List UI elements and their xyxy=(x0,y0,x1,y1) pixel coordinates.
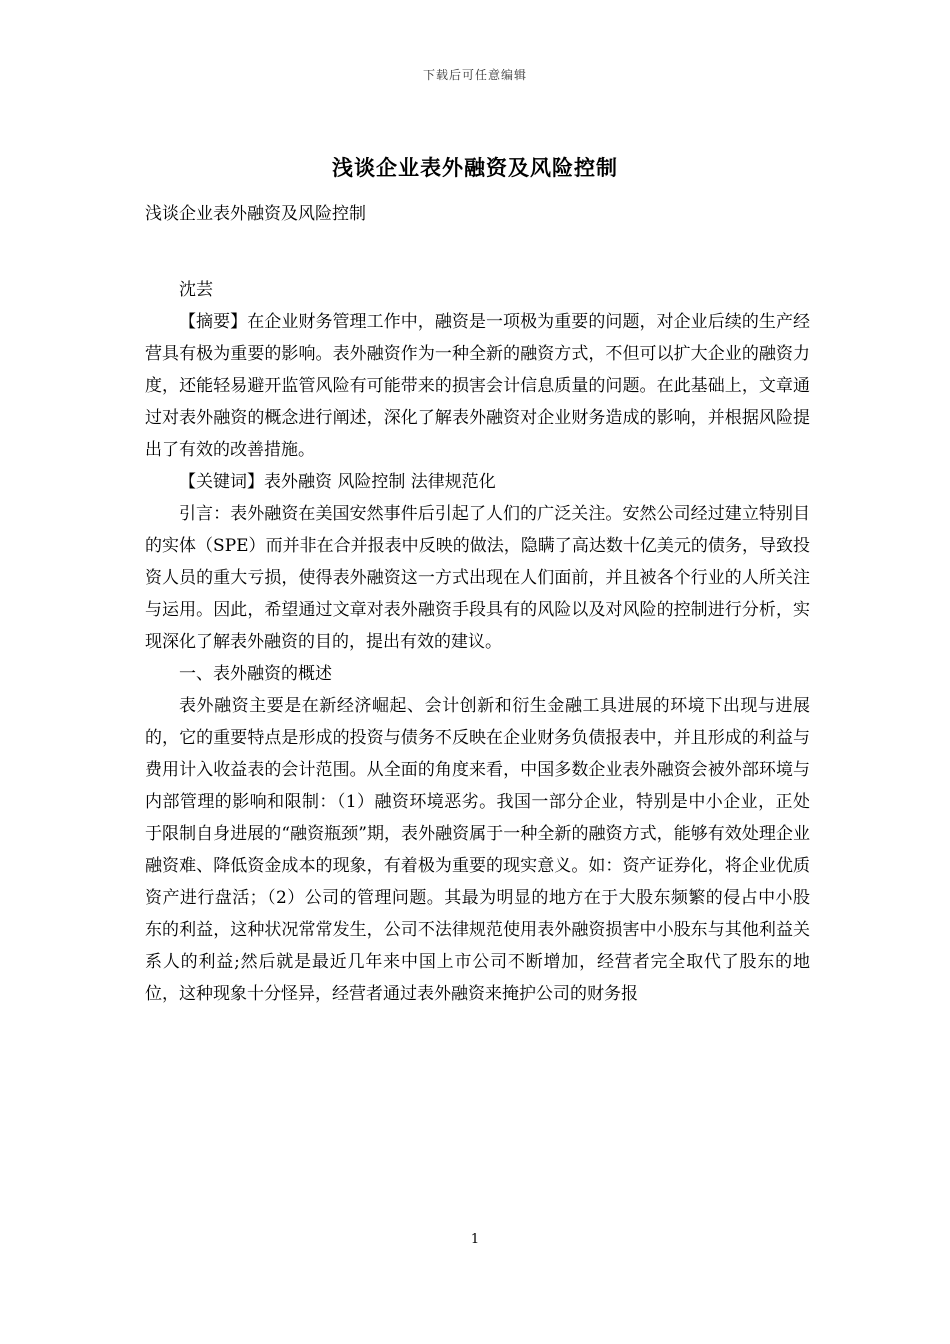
section-1-paragraph: 表外融资主要是在新经济崛起、会计创新和衍生金融工具进展的环境下出现与进展的，它的重要特点是形成的投资与债务不反映在企业财务负债报表中，并且形成的利益与费用计入收益表的会计范围。从全面的角度来看，中国多数企业表外融资会被外部环境与内部管理的影响和限制：（1）融资环境恶劣。我国一部分企业，特别是中小企业，正处于限制自身进展的“融资瓶颈”期，表外融资属于一种全新的融资方式，能够有效处理企业融资难、降低资金成本的现象，有着极为重要的现实意义。如：资产证券化，将企业优质资产进行盘活；（2）公司的管理问题。其最为明显的地方在于大股东频繁的侵占中小股东的利益，这种状况常常发生，公司不法律规范使用表外融资损害中小股东与其他利益关系人的利益;然后就是最近几年来中国上市公司不断增加，经营者完全取代了股东的地位，这种现象十分怪异，经营者通过表外融资来掩护公司的财务报 xyxy=(145,696,810,1004)
section-heading-1: 一、表外融资的概述 xyxy=(179,664,332,684)
abstract-paragraph: 【摘要】在企业财务管理工作中，融资是一项极为重要的问题，对企业后续的生产经营具有极为重要的影响。表外融资作为一种全新的融资方式，不但可以扩大企业的融资力度，还能轻易避开监管风险有可能带来的损害会计信息质量的问题。在此基础上，文章通过对表外融资的概念进行阐述，深化了解表外融资对企业财务造成的影响，并根据风险提出了有效的改善措施。 xyxy=(145,312,810,460)
document-title: 浅谈企业表外融资及风险控制 xyxy=(332,155,618,180)
page-number: 1 xyxy=(470,1232,480,1247)
introduction-paragraph: 引言：表外融资在美国安然事件后引起了人们的广泛关注。安然公司经过建立特别目的实体（SPE）而并非在合并报表中反映的做法，隐瞒了高达数十亿美元的债务，导致投资人员的重大亏损，使得表外融资这一方式出现在人们面前，并且被各个行业的人所关注与运用。因此，希望通过文章对表外融资手段具有的风险以及对风险的控制进行分析，实现深化了解表外融资的目的，提出有效的建议。 xyxy=(145,504,810,652)
document-body xyxy=(145,198,810,1010)
header-note: 下载后可任意编辑 xyxy=(422,68,527,82)
keywords-paragraph: 【关键词】表外融资 风险控制 法律规范化 xyxy=(179,472,496,492)
author-name: 沈芸 xyxy=(179,280,213,300)
blank-line xyxy=(145,230,810,274)
document-subtitle: 浅谈企业表外融资及风险控制 xyxy=(145,204,366,224)
